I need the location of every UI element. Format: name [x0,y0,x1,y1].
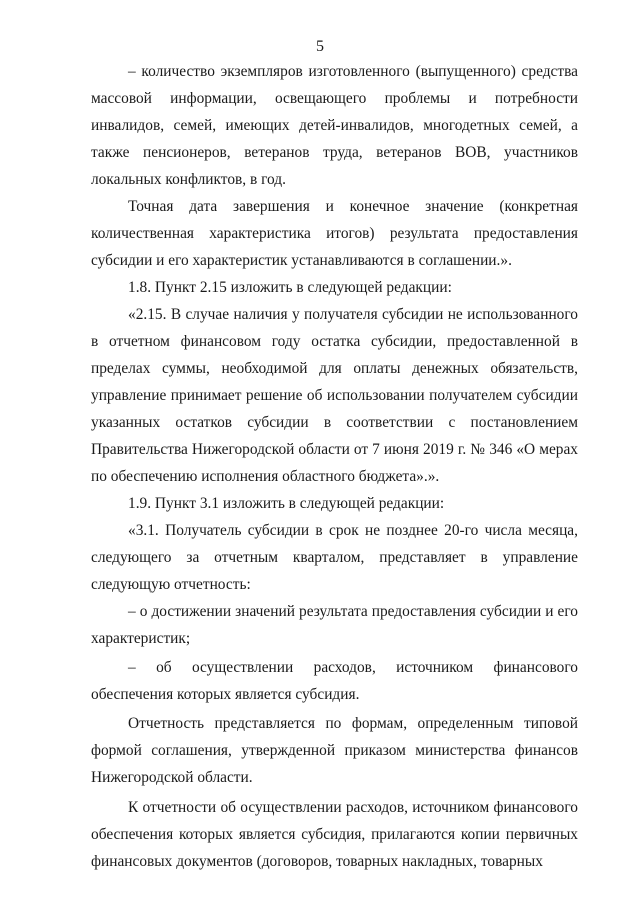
paragraph-item-1-9-heading: 1.9. Пункт 3.1 изложить в следующей редакции: [128,495,445,512]
paragraph-reporting-attachments: К отчетности об осуществлении расходов, источником финансового обеспечения которых является субсидия, прилагаются копии первичных финансовых документов (договоров, товарных накладных, товарных [91,799,578,870]
paragraph-list-item-expenses: – об осуществлении расходов, источником финансового обеспечения которых является субсидия. [91,659,578,703]
paragraph-list-item-media-count: – количество экземпляров изготовленного (выпущенного) средства массовой информации, освещающего проблемы и потребности инвалидов, семей, имеющих детей-инвалидов, многодетных семей, а также пенсионеров, ветеранов труда, ветеранов ВОВ, участников локальных конфликтов, в год. [91,63,578,188]
paragraph-reporting-forms: Отчетность представляется по формам, определенным типовой формой соглашения, утвержденной приказом министерства финансов Нижегородской области. [91,715,578,786]
paragraph-item-2-15-text: «2.15. В случае наличия у получателя субсидии не использованного в отчетном финансовом году остатка субсидии, предоставленной в пределах суммы, необходимой для оплаты денежных обязательств, управление принимает решение об использовании получателем субсидии указанных остатков субсидии в соответствии с постановлением Правительства Нижегородской области от 7 июня 2019 г. № 346 «О мерах по обеспечению исполнения областного бюджета».». [91,306,578,485]
page-number: 5 [316,38,324,55]
paragraph-list-item-result-values: – о достижении значений результата предоставления субсидии и его характеристик; [91,603,578,647]
paragraph-result-date: Точная дата завершения и конечное значение (конкретная количественная характеристика итогов) результата предоставления субсидии и его характеристик устанавливаются в соглашении.». [91,198,578,269]
document-body [91,58,578,875]
paragraph-item-3-1-text: «3.1. Получатель субсидии в срок не позднее 20-го числа месяца, следующего за отчетным кварталом, представляет в управление следующую отчетность: [91,522,578,593]
paragraph-item-1-8-heading: 1.8. Пункт 2.15 изложить в следующей редакции: [128,279,452,296]
